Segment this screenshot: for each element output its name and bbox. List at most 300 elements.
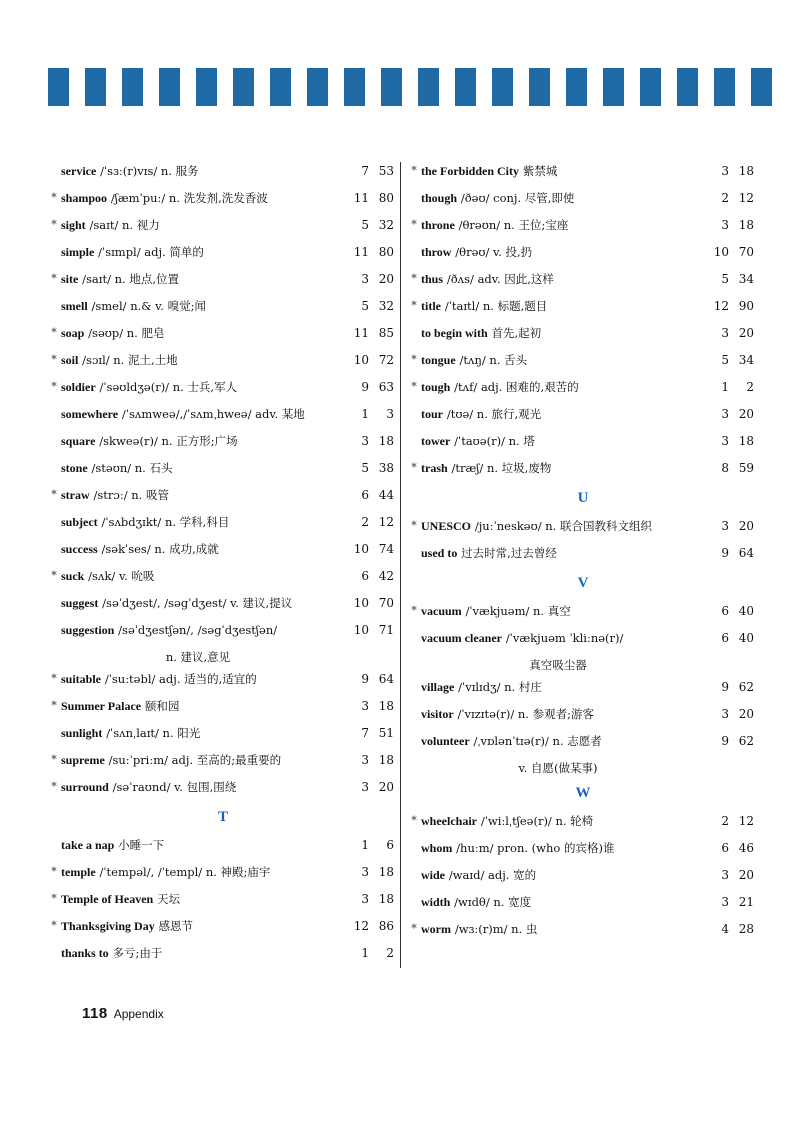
band-block (529, 68, 550, 106)
headword: take a nap (61, 838, 115, 852)
page-ref: 20 (738, 407, 754, 421)
unit-number: 2 (721, 191, 729, 205)
page-ref: 62 (738, 734, 754, 748)
glossary-entry (48, 668, 398, 690)
headword: somewhere (61, 407, 119, 421)
entry-text (421, 376, 579, 398)
page-ref: 38 (378, 461, 394, 475)
page-ref: 20 (738, 868, 754, 882)
entry-definition: /ˈsɜː(r)vɪs/ n. 服务 (100, 164, 199, 178)
entry-definition: 紫禁城 (522, 164, 558, 178)
entry-text (421, 241, 532, 263)
entry-definition: /ˈvækjuəm ˈkliːnə(r)/ (505, 631, 624, 645)
headword: Thanksgiving Day (61, 919, 155, 933)
entry-text (61, 592, 292, 614)
glossary-entry (48, 430, 398, 452)
entry-text (61, 776, 236, 798)
star-marker: * (51, 919, 57, 932)
page-ref: 64 (378, 672, 394, 686)
band-block (640, 68, 661, 106)
glossary-entry (408, 160, 758, 182)
entry-text (61, 295, 206, 317)
headword: used to (421, 546, 458, 560)
entry-definition: 感恩节 (158, 919, 194, 933)
entry-text (61, 749, 281, 771)
unit-number: 6 (361, 488, 369, 502)
glossary-entry (48, 749, 398, 771)
entry-text (421, 515, 652, 537)
unit-number: 9 (721, 680, 729, 694)
headword: volunteer (421, 734, 470, 748)
band-block (159, 68, 180, 106)
glossary-entry (48, 942, 398, 964)
entry-definition: /ˈtaɪtl/ n. 标题,题目 (444, 299, 548, 313)
page-ref: 18 (738, 218, 754, 232)
star-marker: * (51, 865, 57, 878)
headword: title (421, 299, 441, 313)
page-number: 118 (82, 1005, 108, 1022)
entry-text (421, 457, 551, 479)
headword: whom (421, 841, 453, 855)
entry-definition: 首先,起初 (491, 326, 542, 340)
entry-continuation (48, 646, 398, 668)
unit-number: 10 (713, 245, 729, 259)
band-block (492, 68, 513, 106)
star-marker: * (411, 299, 417, 312)
unit-number: 10 (353, 623, 369, 637)
glossary-entry (48, 241, 398, 263)
entry-text (61, 888, 180, 910)
headword: sunlight (61, 726, 103, 740)
unit-number: 11 (353, 326, 369, 340)
band-block (48, 68, 69, 106)
page-footer (82, 1005, 164, 1023)
glossary-entry (408, 241, 758, 263)
section-letter: V (577, 575, 589, 591)
entry-definition: /stəʊn/ n. 石头 (91, 461, 173, 475)
headword: width (421, 895, 451, 909)
headword: service (61, 164, 97, 178)
headword: though (421, 191, 458, 205)
glossary-entry (408, 810, 758, 832)
glossary-entry (408, 295, 758, 317)
page-ref: 12 (738, 191, 754, 205)
unit-number: 1 (361, 407, 369, 421)
unit-number: 3 (361, 865, 369, 879)
page-ref: 70 (378, 596, 394, 610)
star-marker: * (51, 218, 57, 231)
glossary-entry (48, 619, 398, 641)
entry-text (61, 861, 270, 883)
glossary-entry (48, 888, 398, 910)
headword: surround (61, 780, 109, 794)
unit-number: 3 (361, 434, 369, 448)
headword: UNESCO (421, 519, 472, 533)
page-ref: 6 (386, 838, 394, 852)
entry-definition: /strɔː/ n. 吸管 (93, 488, 169, 502)
entry-text (421, 864, 536, 886)
entry-definition: /ˈtempəl/, /ˈtempl/ n. 神殿;庙宇 (99, 865, 271, 879)
headword: wide (421, 868, 445, 882)
entry-definition: /smel/ n.& v. 嗅觉;闻 (91, 299, 206, 313)
star-marker: * (51, 272, 57, 285)
glossary-entry (48, 187, 398, 209)
entry-definition: v. 自愿(做某事) (518, 761, 598, 775)
glossary-entry (48, 295, 398, 317)
unit-number: 9 (721, 546, 729, 560)
entry-definition: /səˈraʊnd/ v. 包围,围绕 (112, 780, 237, 794)
entry-definition: /səkˈses/ n. 成功,成就 (101, 542, 219, 556)
headword: suitable (61, 672, 102, 686)
entry-text (61, 214, 160, 236)
star-marker: * (51, 191, 57, 204)
glossary-entry (48, 403, 398, 425)
star-marker: * (51, 353, 57, 366)
entry-definition: 天坛 (157, 892, 181, 906)
entry-text (61, 484, 169, 506)
star-marker: * (51, 569, 57, 582)
headword: vacuum (421, 604, 462, 618)
unit-number: 10 (353, 596, 369, 610)
entry-definition: /wɜː(r)m/ n. 虫 (454, 922, 538, 936)
band-block (270, 68, 291, 106)
entry-definition: 小睡一下 (118, 838, 165, 852)
entry-definition: /səˈdʒest/, /səgˈdʒest/ v. 建议,提议 (102, 596, 293, 610)
entry-text (421, 810, 593, 832)
entry-definition: /ˈwiːlˌtʃeə(r)/ n. 轮椅 (480, 814, 594, 828)
headword: smell (61, 299, 88, 313)
glossary-entry (408, 430, 758, 452)
glossary-entry (408, 891, 758, 913)
unit-number: 3 (721, 326, 729, 340)
glossary-entry (48, 484, 398, 506)
headword: trash (421, 461, 448, 475)
unit-number: 9 (361, 672, 369, 686)
glossary-entry (408, 600, 758, 622)
entry-definition: /suːˈpriːm/ adj. 至高的;最重要的 (108, 753, 282, 767)
glossary-entry (408, 349, 758, 371)
entry-definition: /sɔɪl/ n. 泥土,土地 (82, 353, 178, 367)
entry-text (61, 268, 179, 290)
glossary-entry (408, 730, 758, 752)
glossary-entry (48, 834, 398, 856)
entry-continuation (408, 654, 758, 676)
unit-number: 1 (721, 380, 729, 394)
page-ref: 20 (738, 519, 754, 533)
entry-definition: /ˈvækjuəm/ n. 真空 (465, 604, 571, 618)
unit-number: 3 (721, 868, 729, 882)
page-ref: 90 (738, 299, 754, 313)
entry-definition: 多亏;由于 (112, 946, 163, 960)
headword: temple (61, 865, 96, 879)
headword: throw (421, 245, 452, 259)
headword: suggest (61, 596, 99, 610)
band-block (418, 68, 439, 106)
entry-definition: /ˌvɒlənˈtɪə(r)/ n. 志愿者 (473, 734, 602, 748)
page-ref: 18 (738, 164, 754, 178)
band-block (85, 68, 106, 106)
band-block (344, 68, 365, 106)
band-block (714, 68, 735, 106)
headword: stone (61, 461, 88, 475)
unit-number: 3 (721, 895, 729, 909)
entry-definition: /ˈsəʊldʒə(r)/ n. 士兵,军人 (99, 380, 238, 394)
unit-number: 3 (361, 780, 369, 794)
glossary-entry (408, 542, 758, 564)
headword: suck (61, 569, 85, 583)
entry-text (421, 214, 568, 236)
star-marker: * (411, 922, 417, 935)
star-marker: * (411, 604, 417, 617)
glossary-entry (48, 722, 398, 744)
page-ref: 28 (738, 922, 754, 936)
entry-text (61, 457, 173, 479)
glossary-entry (408, 837, 758, 859)
band-block (307, 68, 328, 106)
glossary-entry (408, 322, 758, 344)
unit-number: 11 (353, 245, 369, 259)
unit-number: 3 (721, 218, 729, 232)
star-marker: * (51, 488, 57, 501)
entry-definition: 真空吸尘器 (529, 658, 587, 672)
headword: throne (421, 218, 455, 232)
band-block (122, 68, 143, 106)
entry-text (421, 160, 557, 182)
headword: soap (61, 326, 85, 340)
page-ref: 46 (738, 841, 754, 855)
page-ref: 12 (378, 515, 394, 529)
glossary-entry (48, 349, 398, 371)
entry-text (421, 600, 571, 622)
entry-text (421, 918, 537, 940)
entry-text (61, 376, 237, 398)
headword: the Forbidden City (421, 164, 520, 178)
headword: success (61, 542, 98, 556)
glossary-entry (48, 214, 398, 236)
page-ref: 20 (738, 326, 754, 340)
page-ref: 34 (738, 272, 754, 286)
entry-text (61, 403, 305, 425)
band-block (603, 68, 624, 106)
headword: straw (61, 488, 90, 502)
star-marker: * (51, 780, 57, 793)
glossary-entry (408, 214, 758, 236)
entry-text (421, 837, 614, 859)
band-block (751, 68, 772, 106)
glossary-entry (48, 268, 398, 290)
headword: tour (421, 407, 443, 421)
headword: supreme (61, 753, 105, 767)
entry-definition: /sʌk/ v. 吮吸 (88, 569, 155, 583)
entry-text (421, 187, 574, 209)
entry-definition: /tʌŋ/ n. 舌头 (459, 353, 528, 367)
entry-definition: /træʃ/ n. 垃圾,废物 (451, 461, 552, 475)
entry-text (61, 538, 219, 560)
unit-number: 6 (361, 569, 369, 583)
unit-number: 5 (721, 272, 729, 286)
star-marker: * (411, 218, 417, 231)
page-ref: 74 (378, 542, 394, 556)
unit-number: 12 (713, 299, 729, 313)
entry-text (61, 241, 204, 263)
star-marker: * (51, 672, 57, 685)
star-marker: * (51, 753, 57, 766)
page-ref: 20 (378, 780, 394, 794)
headword: Summer Palace (61, 699, 142, 713)
glossary-entry (408, 676, 758, 698)
headword: simple (61, 245, 95, 259)
entry-definition: /ðəʊ/ conj. 尽管,即使 (460, 191, 575, 205)
star-marker: * (51, 326, 57, 339)
entry-definition: /huːm/ pron. (who 的宾格)谁 (456, 841, 615, 855)
entry-text (421, 403, 541, 425)
entry-text (61, 942, 162, 964)
band-block (677, 68, 698, 106)
entry-definition: /ˈvɪlɪdʒ/ n. 村庄 (458, 680, 542, 694)
footer-label: Appendix (113, 1007, 164, 1021)
glossary-entry (408, 627, 758, 649)
unit-number: 3 (721, 434, 729, 448)
unit-number: 3 (721, 707, 729, 721)
page-ref: 42 (378, 569, 394, 583)
band-block (455, 68, 476, 106)
glossary-entry (408, 515, 758, 537)
column-divider (400, 162, 401, 968)
page-ref: 12 (738, 814, 754, 828)
entry-definition: /skweə(r)/ n. 正方形;广场 (99, 434, 238, 448)
entry-definition: /ðʌs/ adv. 因此,这样 (446, 272, 554, 286)
page-ref: 18 (378, 892, 394, 906)
headword: tongue (421, 353, 456, 367)
entry-text (421, 730, 602, 752)
star-marker: * (411, 380, 417, 393)
headword: worm (421, 922, 451, 936)
entry-definition: 过去时常,过去曾经 (461, 546, 557, 560)
page-ref: 2 (386, 946, 394, 960)
unit-number: 8 (721, 461, 729, 475)
headword: tower (421, 434, 451, 448)
page-ref: 80 (378, 245, 394, 259)
entry-text (61, 565, 154, 587)
entry-definition: /ˈsʌnˌlaɪt/ n. 阳光 (106, 726, 201, 740)
glossary-entry (48, 376, 398, 398)
page-ref: 86 (378, 919, 394, 933)
header-band (48, 68, 770, 106)
band-block (566, 68, 587, 106)
unit-number: 9 (721, 734, 729, 748)
entry-text (61, 834, 164, 856)
unit-number: 10 (353, 353, 369, 367)
entry-text (421, 268, 554, 290)
unit-number: 7 (361, 726, 369, 740)
unit-number: 3 (721, 519, 729, 533)
page-ref: 44 (378, 488, 394, 502)
star-marker: * (411, 461, 417, 474)
glossary-entry (408, 187, 758, 209)
unit-number: 6 (721, 604, 729, 618)
page-ref: 40 (738, 631, 754, 645)
glossary-entry (48, 511, 398, 533)
entry-definition: /θrəʊn/ n. 王位;宝座 (458, 218, 569, 232)
entry-definition: /səˈdʒestʃən/, /səgˈdʒestʃən/ (118, 623, 278, 637)
entry-text (61, 160, 199, 182)
page-ref: 21 (738, 895, 754, 909)
page-ref: 40 (738, 604, 754, 618)
entry-text (61, 915, 193, 937)
entry-continuation (408, 757, 758, 779)
entry-text (61, 349, 178, 371)
glossary-entry (48, 160, 398, 182)
headword: square (61, 434, 96, 448)
glossary-entry (48, 565, 398, 587)
page-ref: 18 (378, 434, 394, 448)
glossary-entry (48, 457, 398, 479)
headword: shampoo (61, 191, 108, 205)
glossary-entry (408, 403, 758, 425)
glossary-entry (48, 695, 398, 717)
entry-definition: /ˈsuːtəbl/ adj. 适当的,适宜的 (104, 672, 257, 686)
entry-text (421, 703, 594, 725)
page-ref: 18 (738, 434, 754, 448)
entry-definition: n. 建议,意见 (165, 650, 231, 664)
glossary-entry (48, 776, 398, 798)
page-ref: 71 (378, 623, 394, 637)
page-ref: 64 (738, 546, 754, 560)
headword: Temple of Heaven (61, 892, 154, 906)
entry-definition: /səʊp/ n. 肥皂 (88, 326, 165, 340)
page-ref: 70 (738, 245, 754, 259)
glossary-entry (48, 322, 398, 344)
headword: soldier (61, 380, 96, 394)
page-ref: 63 (378, 380, 394, 394)
glossary-entry (408, 376, 758, 398)
headword: vacuum cleaner (421, 631, 502, 645)
glossary-entry (408, 703, 758, 725)
entry-text (61, 511, 229, 533)
headword: thanks to (61, 946, 109, 960)
headword: thus (421, 272, 444, 286)
unit-number: 5 (721, 353, 729, 367)
page-ref: 85 (378, 326, 394, 340)
entry-text (421, 542, 557, 564)
page-ref: 53 (378, 164, 394, 178)
entry-text (421, 627, 623, 649)
headword: wheelchair (421, 814, 477, 828)
glossary-entry (48, 861, 398, 883)
star-marker: * (411, 353, 417, 366)
entry-definition: /tʌf/ adj. 困难的,艰苦的 (454, 380, 579, 394)
entry-definition: /juːˈneskəʊ/ n. 联合国教科文组织 (474, 519, 652, 533)
section-letter: W (575, 785, 591, 801)
glossary-entry (408, 864, 758, 886)
star-marker: * (411, 814, 417, 827)
glossary-entry (408, 918, 758, 940)
page-ref: 59 (738, 461, 754, 475)
entry-definition: 颐和园 (144, 699, 180, 713)
page-ref: 20 (738, 707, 754, 721)
unit-number: 7 (361, 164, 369, 178)
unit-number: 3 (361, 272, 369, 286)
headword: visitor (421, 707, 454, 721)
star-marker: * (51, 699, 57, 712)
unit-number: 2 (361, 515, 369, 529)
unit-number: 3 (721, 407, 729, 421)
unit-number: 10 (353, 542, 369, 556)
star-marker: * (411, 272, 417, 285)
page-ref: 72 (378, 353, 394, 367)
star-marker: * (411, 519, 417, 532)
entry-definition: /ˈsɪmpl/ adj. 简单的 (98, 245, 204, 259)
